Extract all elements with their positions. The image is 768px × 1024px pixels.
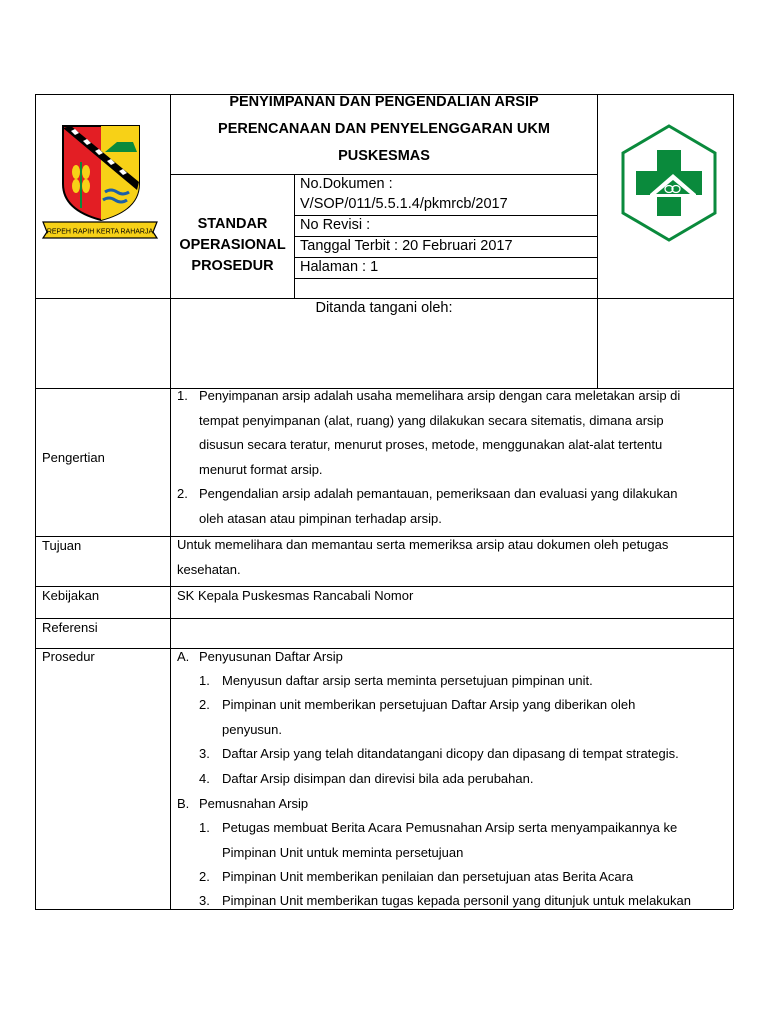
- pengertian-item-2-line: Pengendalian arsip adalah pemantauan, pemeriksaan dan evaluasi yang dilakukan: [199, 486, 678, 501]
- prosedur-label: Prosedur: [42, 649, 95, 664]
- referensi-label: Referensi: [42, 620, 98, 635]
- kebijakan-label: Kebijakan: [42, 588, 100, 603]
- motto-text: REPEH RAPIH KERTA RAHARJA: [46, 228, 154, 236]
- pengertian-item-1-line: menurut format arsip.: [199, 461, 323, 477]
- pengertian-item-1-line: disusun secara teratur, menurut proses, metode, menggunakan alat-alat tertentu: [199, 437, 663, 452]
- header-bottom-line: [35, 298, 733, 299]
- row-line-referensi: [35, 618, 733, 619]
- puskesmas-logo: [620, 124, 718, 242]
- section-b-letter: B.: [177, 796, 190, 811]
- halaman: Halaman : 1: [300, 259, 379, 275]
- table-border-bottom: [35, 909, 733, 910]
- step-b2-number: 2.: [199, 869, 210, 884]
- section-b-title: Pemusnahan Arsip: [199, 796, 309, 811]
- section-a-title: Penyusunan Daftar Arsip: [199, 649, 343, 664]
- no-dokumen-value: V/SOP/011/5.5.1.4/pkmrcb/2017: [300, 196, 508, 212]
- step-b1-line: Petugas membuat Berita Acara Pemusnahan Arsip serta menyampaikannya ke: [222, 820, 678, 835]
- sop-label-line-1: STANDAR: [197, 216, 268, 232]
- regency-coat-of-arms-logo: [41, 122, 159, 240]
- meta-line-4: [294, 278, 597, 279]
- step-b2-text: Pimpinan Unit memberikan penilaian dan persetujuan atas Berita Acara: [222, 869, 634, 884]
- table-border-right: [733, 94, 734, 909]
- step-a1-text: Menyusun daftar arsip serta meminta persetujuan pimpinan unit.: [222, 673, 593, 688]
- pengertian-item-1-line: Penyimpanan arsip adalah usaha memelihara arsip dengan cara meletakan arsip di: [199, 388, 681, 403]
- row-line-kebijakan: [35, 586, 733, 587]
- step-a3-text: Daftar Arsip yang telah ditandatangani dicopy dan dipasang di tempat strategis.: [222, 746, 679, 761]
- tujuan-line: Untuk memelihara dan memantau serta memeriksa arsip atau dokumen oleh petugas: [177, 537, 669, 552]
- step-a4-text: Daftar Arsip disimpan dan direvisi bila ada perubahan.: [222, 771, 534, 786]
- tujuan-label: Tujuan: [42, 538, 82, 553]
- pengertian-item-1: [177, 384, 726, 482]
- step-b3-number: 3.: [199, 893, 210, 908]
- document-title-line-3: PUSKESMAS: [338, 148, 430, 164]
- pengertian-item-1-number: 1.: [177, 388, 188, 403]
- step-a3-number: 3.: [199, 746, 210, 761]
- no-dokumen-label: No.Dokumen :: [300, 176, 393, 192]
- kebijakan-text: SK Kepala Puskesmas Rancabali Nomor: [177, 588, 414, 603]
- step-a2-line: penyusun.: [222, 721, 282, 737]
- signature-label: Ditanda tangani oleh:: [315, 300, 453, 316]
- sop-label-line-3: PROSEDUR: [191, 258, 274, 274]
- tanggal-terbit: Tanggal Terbit : 20 Februari 2017: [300, 238, 513, 254]
- sop-label-line-2: OPERASIONAL: [179, 237, 286, 253]
- step-b1-text: [222, 816, 726, 865]
- step-a2-number: 2.: [199, 697, 210, 712]
- tujuan-text: [177, 533, 726, 582]
- step-a2-line: Pimpinan unit memberikan persetujuan Daftar Arsip yang diberikan oleh: [222, 697, 636, 712]
- step-a4-number: 4.: [199, 771, 210, 786]
- header-divider-right: [597, 94, 598, 388]
- step-b1-line: Pimpinan Unit untuk meminta persetujuan: [222, 844, 464, 860]
- table-border-left: [35, 94, 36, 909]
- pengertian-item-2-number: 2.: [177, 486, 188, 501]
- step-a2-text: [222, 693, 726, 742]
- pengertian-item-2-line: oleh atasan atau pimpinan terhadap arsip.: [199, 510, 442, 526]
- step-b1-number: 1.: [199, 820, 210, 835]
- pengertian-label: Pengertian: [42, 450, 105, 465]
- tujuan-line: kesehatan.: [177, 561, 241, 577]
- document-title-line-2: PERENCANAAN DAN PENYELENGGARAN UKM: [218, 121, 550, 137]
- step-b3-text: Pimpinan Unit memberikan tugas kepada personil yang ditunjuk untuk melakukan: [222, 893, 691, 908]
- document-title-line-1: PENYIMPANAN DAN PENGENDALIAN ARSIP: [229, 94, 539, 110]
- section-a-letter: A.: [177, 649, 190, 664]
- pengertian-item-1-line: tempat penyimpanan (alat, ruang) yang dilakukan secara sitematis, dimana arsip: [199, 412, 664, 428]
- step-a1-number: 1.: [199, 673, 210, 688]
- no-revisi: No Revisi :: [300, 217, 371, 233]
- row-line-prosedur: [35, 648, 733, 649]
- pengertian-item-2: [177, 482, 726, 531]
